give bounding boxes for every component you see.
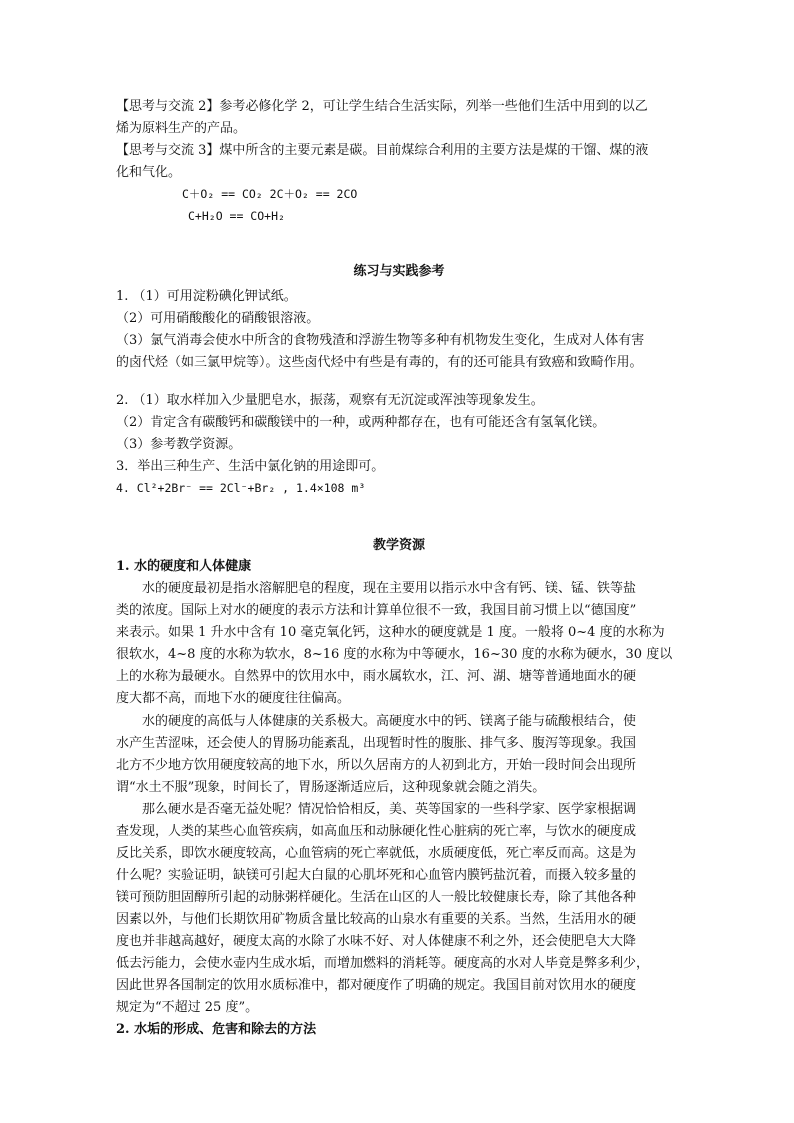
paragraph-line: 规定为“不超过 25 度”。 bbox=[116, 1000, 259, 1015]
paragraph-line: 低去污能力，会使水壶内生成水垢，而增加燃料的消耗等。硬度高的水对人毕竟是弊多利少， bbox=[116, 956, 650, 971]
paragraph-line: 反比关系，即饮水硬度较高，心血管病的死亡率就低，水质硬度低，死亡率反而高。这是为 bbox=[116, 846, 637, 861]
practice-line-8: 3．举出三种生产、生活中氯化钠的用途即可。 bbox=[116, 459, 385, 474]
paragraph-line: 上的水称为最硬水。自然界中的饮用水中，雨水属软水，江、河、湖、塘等普通地面水的硬 bbox=[116, 669, 637, 684]
paragraph-line: 水的硬度最初是指水溶解肥皂的程度，现在主要用以指示水中含有钙、镁、锰、铁等盐 bbox=[142, 581, 637, 596]
paragraph-line: 类的浓度。国际上对水的硬度的表示方法和计算单位很不一致，我国目前习惯上以“德国度” bbox=[116, 603, 637, 618]
practice-line-1: 1. （1）可用淀粉碘化钾试纸。 bbox=[116, 289, 297, 304]
practice-line-5: 2. （1）取水样加入少量肥皂水，振荡，观察有无沉淀或浑浊等现象发生。 bbox=[116, 393, 544, 408]
paragraph-line: 那么硬水是否毫无益处呢？情况恰恰相反，美、英等国家的一些科学家、医学家根据调 bbox=[142, 802, 637, 817]
paragraph-line: 什么呢？实验证明，缺镁可引起大白鼠的心肌坏死和心血管内膜钙盐沉着，而摄入较多量的 bbox=[116, 868, 637, 883]
practice-line-7: （3）参考教学资源。 bbox=[116, 437, 242, 452]
paragraph-line: 很软水，4~8 度的水称为软水，8~16 度的水称为中等硬水，16~30 度的水称为硬水，30 度以 bbox=[116, 647, 673, 662]
paragraph-line: 水的硬度的高低与人体健康的关系极大。高硬度水中的钙、镁离子能与硫酸根结合，使 bbox=[142, 714, 637, 729]
think-exchange-3-line-2: 化和气化。 bbox=[116, 165, 182, 180]
resources-title: 教学资源 bbox=[372, 538, 425, 553]
practice-line-4: 的卤代烃（如三氯甲烷等）。这些卤代烃中有些是有毒的，有的还可能具有致癌和致畸作用。 bbox=[116, 355, 643, 370]
think-exchange-2-line-1: 【思考与交流 2】参考必修化学 2，可让学生结合生活实际，列举一些他们生活中用到的以乙 bbox=[116, 99, 648, 114]
paragraph-line: 镁可预防胆固醇所引起的动脉粥样硬化。生活在山区的人一般比较健康长寿，除了其他各种 bbox=[116, 890, 637, 905]
paragraph-line: 水产生苦涩味，还会使人的胃肠功能紊乱，出现暂时性的腹胀、排气多、腹泻等现象。我国 bbox=[116, 736, 637, 751]
paragraph-line: 北方不少地方饮用硬度较高的地下水，所以久居南方的人初到北方，开始一段时间会出现所 bbox=[116, 758, 637, 773]
practice-line-2: （2）可用硝酸酸化的硝酸银溶液。 bbox=[116, 311, 320, 326]
paragraph-line: 因此世界各国制定的饮用水质标准中，都对硬度作了明确的规定。我国目前对饮用水的硬度 bbox=[116, 978, 637, 993]
equation-combustion: C＋O₂ == CO₂ 2C＋O₂ == 2CO bbox=[182, 187, 358, 201]
paragraph-line: 谓“水土不服”现象，时间长了，胃肠逐渐适应后，这种现象就会随之消失。 bbox=[116, 780, 546, 795]
practice-line-6: （2）肯定含有碳酸钙和碳酸镁中的一种，或两种都存在，也有可能还含有氢氧化镁。 bbox=[116, 415, 606, 430]
practice-line-9: 4. Cl²+2Br⁻ == 2Cl⁻+Br₂ , 1.4×108 m³ bbox=[116, 481, 366, 495]
paragraph-line: 来表示。如果 1 升水中含有 10 毫克氧化钙，这种水的硬度就是 1 度。一般将 0~4 度的水称为 bbox=[116, 625, 665, 640]
think-exchange-2-line-2: 烯为原料生产的产品。 bbox=[116, 121, 247, 136]
paragraph-line: 因素以外，与他们长期饮用矿物质含量比较高的山泉水有重要的关系。当然，生活用水的硬 bbox=[116, 912, 637, 927]
paragraph-line: 查发现，人类的某些心血管疾病，如高血压和动脉硬化性心脏病的死亡率，与饮水的硬度成 bbox=[116, 824, 637, 839]
resources-heading-2: 2. 水垢的形成、危害和除去的方法 bbox=[116, 1022, 317, 1037]
paragraph-line: 度也并非越高越好，硬度太高的水除了水味不好、对人体健康不利之外，还会使肥皂大大降 bbox=[116, 934, 637, 949]
practice-title: 练习与实践参考 bbox=[353, 264, 445, 279]
practice-line-3: （3）氯气消毒会使水中所含的食物残渣和浮游生物等多种有机物发生变化，生成对人体有害 bbox=[116, 333, 645, 348]
equation-water-gas: C+H₂O == CO+H₂ bbox=[188, 209, 285, 223]
resources-heading-1: 1. 水的硬度和人体健康 bbox=[116, 559, 252, 574]
paragraph-line: 度大都不高，而地下水的硬度往往偏高。 bbox=[116, 691, 351, 706]
think-exchange-3-line-1: 【思考与交流 3】煤中所含的主要元素是碳。目前煤综合利用的主要方法是煤的干馏、煤的液 bbox=[116, 143, 649, 158]
